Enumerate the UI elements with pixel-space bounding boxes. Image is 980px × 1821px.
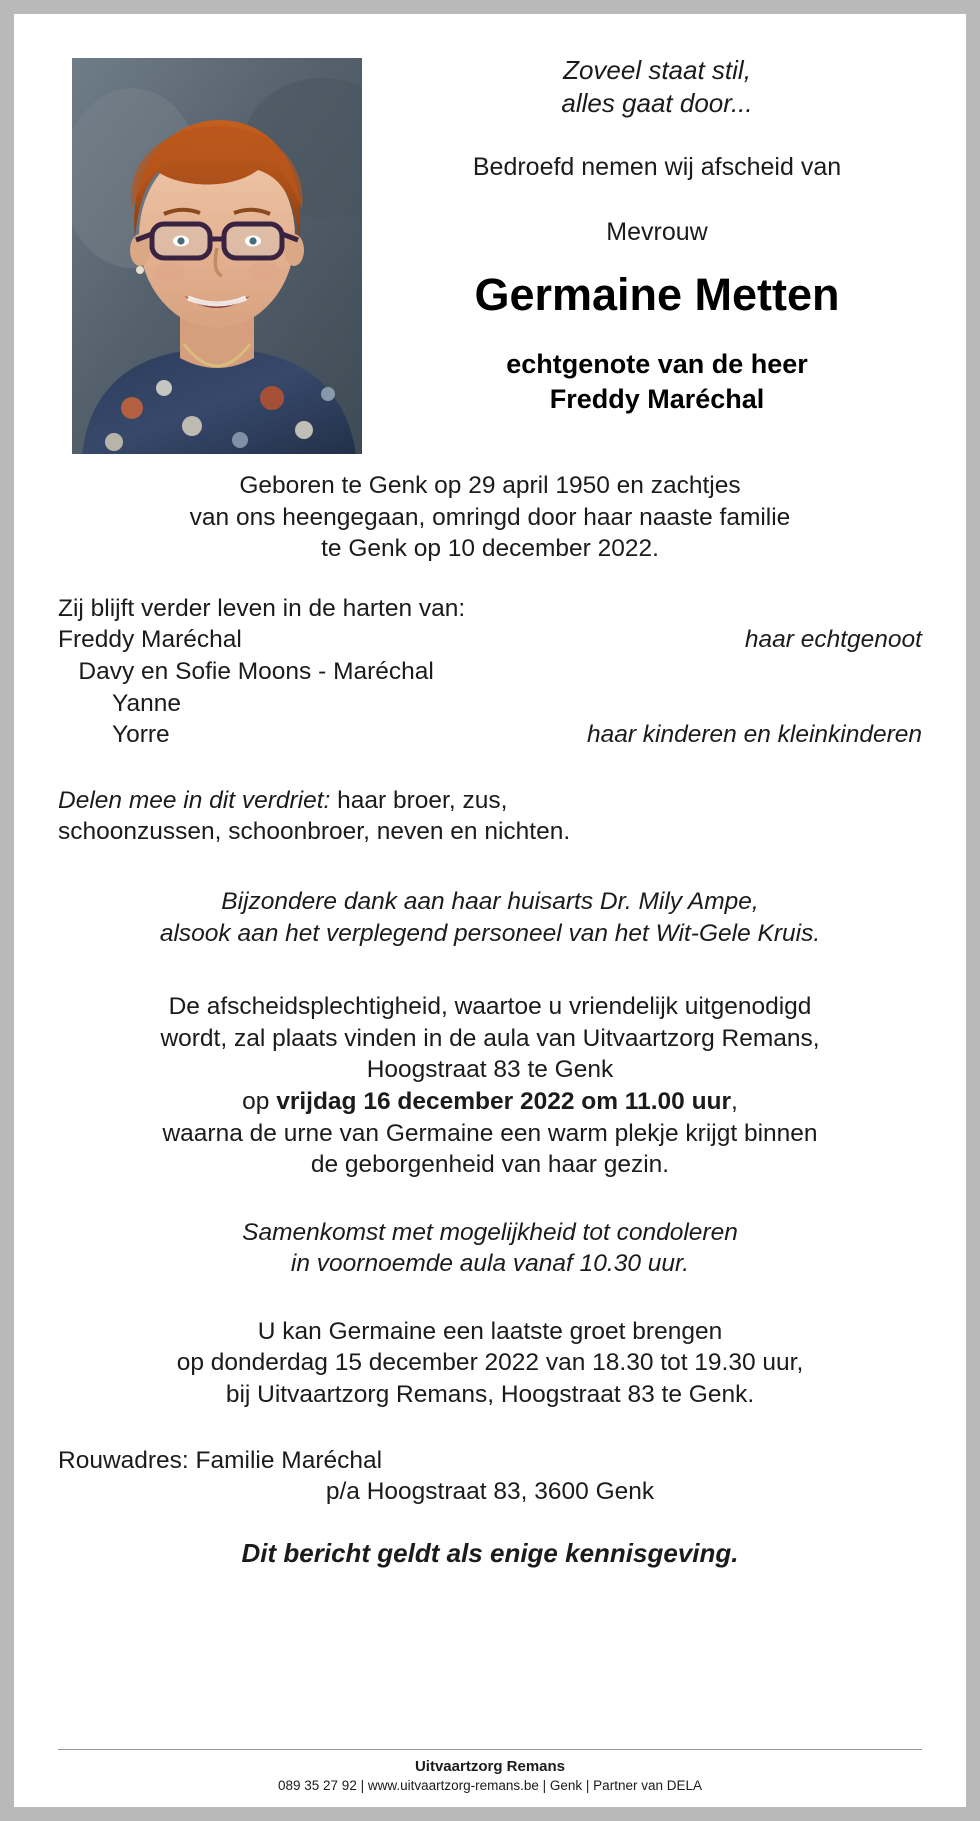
condolences-rest: haar broer, zus,	[330, 786, 508, 814]
gathering-line-1: Samenkomst met mogelijkheid tot condoleren	[242, 1218, 738, 1246]
relative-row	[58, 719, 922, 751]
ceremony-line-5: waarna de urne van Germaine een warm plekje krijgt binnen	[162, 1119, 818, 1147]
visitation-line-1: U kan Germaine een laatste groet brengen	[257, 1317, 723, 1345]
thanks-line-2: alsook aan het verplegend personeel van het Wit-Gele Kruis.	[159, 919, 821, 947]
ceremony-line-3: Hoogstraat 83 te Genk	[366, 1056, 614, 1084]
ceremony-datetime-suffix: ,	[731, 1087, 738, 1115]
visitation-block	[58, 1316, 922, 1411]
ceremony-line-6: de geborgenheid van haar gezin.	[310, 1151, 670, 1179]
funeral-home-name: Uitvaartzorg Remans	[414, 1758, 566, 1775]
body-section	[58, 470, 922, 1569]
visitation-line-2: op donderdag 15 december 2022 van 18.30 tot 19.30 uur,	[176, 1349, 804, 1377]
visitation-line-3: bij Uitvaartzorg Remans, Hoogstraat 83 te Genk.	[225, 1381, 755, 1409]
relative-name: Davy en Sofie Moons - Maréchal	[58, 657, 434, 685]
relative-row	[58, 656, 922, 688]
condolences-lead: Delen mee in dit verdriet:	[58, 786, 331, 814]
memorial-card	[14, 14, 966, 1807]
footer-divider	[58, 1749, 922, 1750]
survivors-block	[58, 593, 922, 751]
birth-death-line-2: van ons heengegaan, omringd door haar naaste familie	[189, 503, 791, 531]
opening-quote-line-1: Zoveel staat stil,	[563, 55, 751, 85]
relative-name: Yanne	[58, 689, 182, 717]
birth-death-block	[58, 470, 922, 565]
relative-row	[58, 688, 922, 720]
header-section	[58, 50, 922, 454]
birth-death-line-1: Geboren te Genk op 29 april 1950 en zachtjes	[239, 472, 741, 499]
funeral-home-details: 089 35 27 92 | www.uitvaartzorg-remans.be | Genk | Partner van DELA	[278, 1778, 702, 1793]
opening-quote	[392, 54, 922, 119]
final-notice: Dit bericht geldt als enige kennisgeving.	[241, 1537, 739, 1568]
relative-role: haar kinderen en kleinkinderen	[586, 721, 922, 749]
survivors-title: Zij blijft verder leven in de harten van:	[58, 594, 466, 622]
portrait-photo-container	[72, 58, 362, 454]
opening-quote-line-2: alles gaat door...	[561, 87, 753, 118]
mourning-address-line-1: Rouwadres: Familie Maréchal	[58, 1446, 383, 1474]
relative-role: haar echtgenoot	[744, 626, 922, 654]
thanks-line-1: Bijzondere dank aan haar huisarts Dr. Mily Ampe,	[221, 887, 759, 915]
mourning-address-block	[58, 1445, 922, 1508]
deceased-name: Germaine Metten	[474, 269, 840, 320]
ceremony-block	[58, 991, 922, 1181]
header-text-column	[362, 50, 922, 417]
spouse-label: echtgenote van de heer	[506, 349, 808, 379]
relative-name: Yorre	[58, 721, 170, 749]
footer	[58, 1749, 922, 1793]
spouse-block	[392, 347, 922, 417]
thanks-block	[58, 886, 922, 949]
gathering-line-2: in voornoemde aula vanaf 10.30 uur.	[290, 1250, 690, 1278]
ceremony-line-1: De afscheidsplechtigheid, waartoe u vriendelijk uitgenodigd	[168, 993, 812, 1021]
spouse-name: Freddy Maréchal	[549, 384, 765, 415]
portrait-photo	[72, 58, 362, 454]
condolences-line-1	[58, 785, 922, 817]
relative-row	[58, 624, 922, 656]
mourning-address-line-2: p/a Hoogstraat 83, 3600 Genk	[325, 1478, 655, 1506]
condolences-line-2: schoonzussen, schoonbroer, neven en nichten.	[58, 818, 571, 846]
relative-name: Freddy Maréchal	[58, 626, 242, 654]
lead-text: Bedroefd nemen wij afscheid van	[472, 153, 842, 181]
gathering-block	[58, 1217, 922, 1280]
ceremony-datetime: vrijdag 16 december 2022 om 11.00 uur	[276, 1087, 732, 1115]
salutation: Mevrouw	[606, 218, 708, 246]
ceremony-line-2: wordt, zal plaats vinden in de aula van Uitvaartzorg Remans,	[160, 1024, 820, 1052]
portrait-photo-image	[72, 58, 362, 454]
ceremony-datetime-prefix: op	[242, 1087, 277, 1115]
condolences-block	[58, 785, 922, 848]
ceremony-datetime-line	[58, 1086, 922, 1118]
birth-death-line-3: te Genk op 10 december 2022.	[321, 535, 659, 563]
